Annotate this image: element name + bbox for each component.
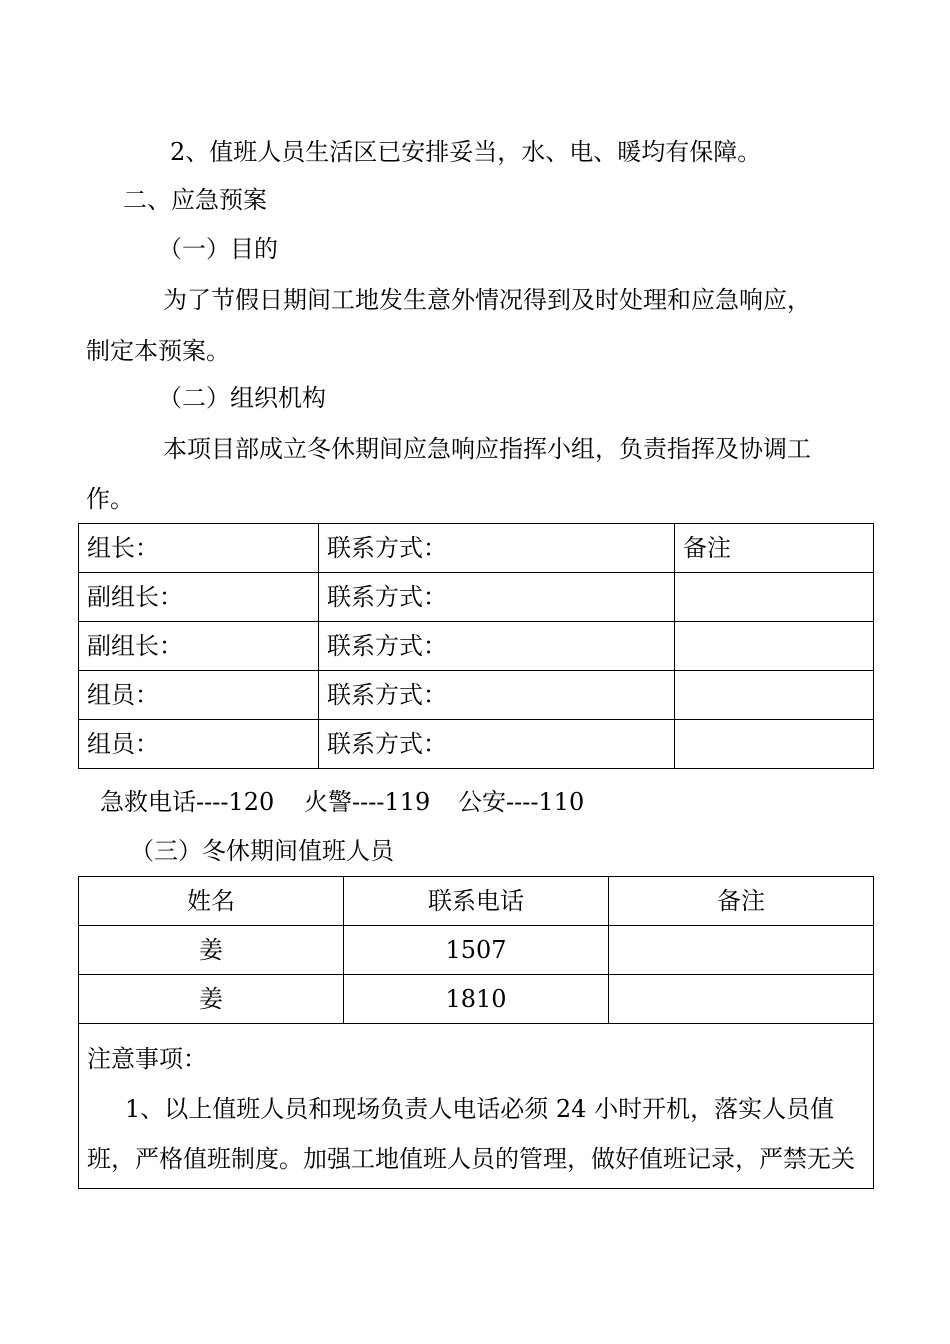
org-role-cell: 副组长： <box>79 622 319 671</box>
header-remark: 备注 <box>609 877 874 926</box>
paragraph-purpose-line2: 制定本预案。 <box>86 337 230 365</box>
duty-name-cell: 姜 <box>79 975 344 1024</box>
org-contact-cell: 联系方式： <box>319 671 675 720</box>
header-phone: 联系电话 <box>344 877 609 926</box>
org-role-cell: 组长： <box>79 524 319 573</box>
heading-duty-staff: （三）冬休期间值班人员 <box>130 837 394 865</box>
heading-purpose: （一）目的 <box>158 235 278 263</box>
paragraph-purpose-line1: 为了节假日期间工地发生意外情况得到及时处理和应急响应， <box>163 286 811 314</box>
duty-table <box>78 876 874 1189</box>
table-row <box>79 926 874 975</box>
org-contact-cell: 联系方式： <box>319 622 675 671</box>
org-remark-cell <box>675 720 874 769</box>
duty-remark-cell <box>609 975 874 1024</box>
org-remark-cell <box>675 573 874 622</box>
paragraph-organization-line2: 作。 <box>86 485 134 513</box>
notes-cell <box>79 1024 874 1189</box>
note-1-line2: 班，严格值班制度。加强工地值班人员的管理，做好值班记录，严禁无关 <box>87 1145 855 1173</box>
org-role-cell: 组员： <box>79 720 319 769</box>
org-role-cell: 组员： <box>79 671 319 720</box>
table-row <box>79 524 874 573</box>
org-remark-cell <box>675 671 874 720</box>
org-role-cell: 副组长： <box>79 573 319 622</box>
emergency-police: 公安----110 <box>458 788 585 816</box>
table-row <box>79 573 874 622</box>
duty-remark-cell <box>609 926 874 975</box>
table-row <box>79 671 874 720</box>
org-contact-cell: 联系方式： <box>319 573 675 622</box>
heading-organization: （二）组织机构 <box>158 384 326 412</box>
table-row <box>79 622 874 671</box>
emergency-fire: 火警----119 <box>304 788 431 816</box>
note-1-line1: 1、以上值班人员和现场负责人电话必须 24 小时开机，落实人员值 <box>125 1095 835 1123</box>
duty-phone-cell: 1810 <box>344 975 609 1024</box>
notes-title: 注意事项： <box>87 1045 207 1073</box>
header-name: 姓名 <box>79 877 344 926</box>
table-header-row <box>79 877 874 926</box>
org-remark-cell: 备注 <box>675 524 874 573</box>
duty-phone-cell: 1507 <box>344 926 609 975</box>
paragraph-organization-line1: 本项目部成立冬休期间应急响应指挥小组，负责指挥及协调工 <box>163 435 811 463</box>
notes-row <box>79 1024 874 1189</box>
org-contact-cell: 联系方式： <box>319 720 675 769</box>
table-row <box>79 975 874 1024</box>
heading-emergency-plan: 二、应急预案 <box>123 186 267 214</box>
paragraph-living-area: 2、值班人员生活区已安排妥当，水、电、暖均有保障。 <box>170 138 762 166</box>
emergency-ambulance: 急救电话----120 <box>100 788 275 816</box>
org-contact-cell: 联系方式： <box>319 524 675 573</box>
org-table <box>78 523 874 769</box>
duty-name-cell: 姜 <box>79 926 344 975</box>
org-remark-cell <box>675 622 874 671</box>
table-row <box>79 720 874 769</box>
